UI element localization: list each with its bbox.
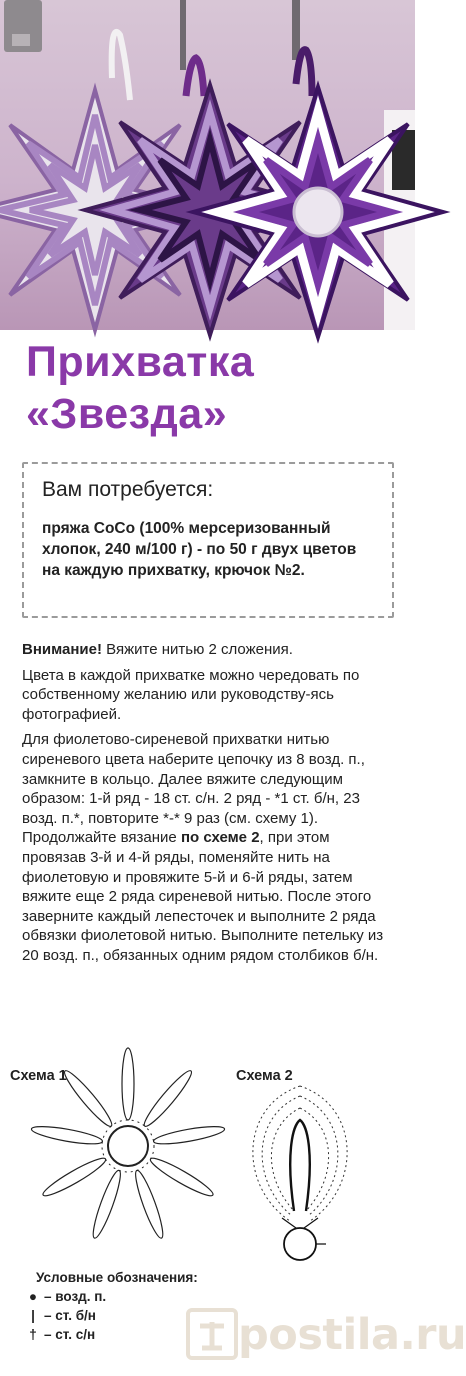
chain-stitch-icon: ● bbox=[28, 1289, 38, 1304]
postila-logo-icon bbox=[186, 1308, 242, 1364]
attention-label: Внимание! bbox=[22, 641, 102, 658]
attention-paragraph bbox=[22, 640, 394, 660]
scheme-2-label: Схема 2 bbox=[236, 1068, 293, 1084]
attention-text: Вяжите нитью 2 сложения. bbox=[101, 641, 293, 658]
materials-heading: Вам потребуется: bbox=[42, 478, 214, 501]
scheme-diagrams bbox=[0, 1080, 415, 1270]
legend-text-single: – ст. б/н bbox=[44, 1308, 96, 1323]
page-title bbox=[26, 336, 254, 440]
instructions bbox=[22, 640, 394, 972]
potholders-illustration bbox=[0, 0, 415, 330]
method-text-start: Для фиолетово-сиреневой прихватки нитью сиреневого цвета наберите цепочку из 8 возд. п., замкните в кольцо. Далее вяжите следующим образом: 1-й ряд - 18 ст. с/н. 2 ряд - *1 ст. б/н, 23 возд. п.*, повторите *-* 9 раз (см. схему 1). Продолжайте вязание bbox=[22, 731, 365, 847]
legend-text-chain: – возд. п. bbox=[44, 1289, 107, 1304]
legend bbox=[22, 1270, 198, 1344]
color-paragraph: Цвета в каждой прихватке можно чередовать по собственному желанию или руководству-ясь фотографией. bbox=[22, 666, 360, 723]
legend-row-double bbox=[22, 1325, 198, 1344]
product-photo bbox=[0, 0, 415, 330]
legend-text-double: – ст. с/н bbox=[44, 1327, 96, 1342]
scheme-1-label: Схема 1 bbox=[10, 1068, 67, 1084]
watermark-text: postila.ru bbox=[238, 1310, 466, 1360]
legend-row-single bbox=[22, 1306, 198, 1325]
legend-title: Условные обозначения: bbox=[36, 1270, 198, 1285]
materials-text: пряжа CoCo (100% мерсеризованный хлопок, 240 м/100 г) - по 50 г двух цветов на каждую прихватку, крючок №2. bbox=[42, 520, 357, 579]
legend-row-chain bbox=[22, 1287, 198, 1306]
watermark bbox=[186, 1290, 466, 1376]
method-text-end: , при этом провязав 3-й и 4-й ряды, поменяйте нить на фиолетовую и провяжите 5-й и 6-й ряды, затем вяжите еще 2 ряда сиреневой нитью. После этого заверните каждый лепесточек и выполните 2 ряда обвязки фиолетовой нитью. Выполните петельку из 20 возд. п., обязанных одним рядом столбиков б/н. bbox=[22, 829, 384, 964]
method-paragraph bbox=[22, 730, 394, 965]
single-crochet-icon: | bbox=[31, 1308, 35, 1323]
scheme-2-diagram bbox=[253, 1086, 347, 1260]
title-line-2: «Звезда» bbox=[26, 390, 228, 438]
title-line-1: Прихватка bbox=[26, 338, 255, 386]
materials-box bbox=[22, 462, 394, 618]
method-scheme-ref: по схеме 2 bbox=[180, 829, 260, 847]
double-crochet-icon: † bbox=[29, 1327, 37, 1342]
